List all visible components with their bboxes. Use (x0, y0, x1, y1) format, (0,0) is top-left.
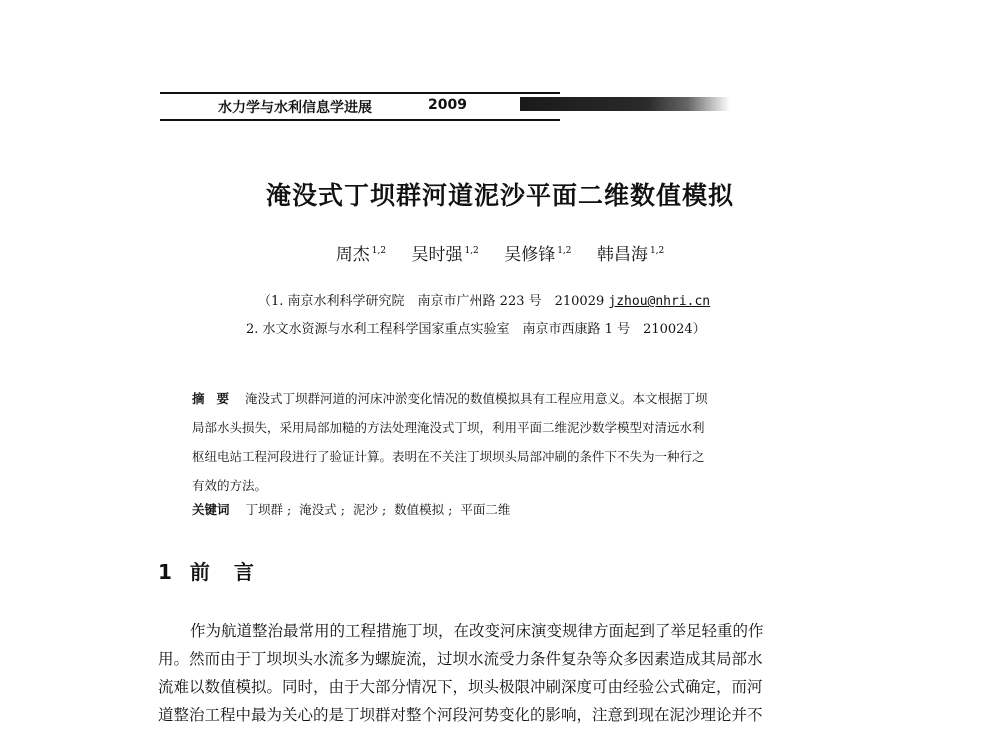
keyword: 数值模拟 (394, 502, 445, 517)
author-name: 吴修锋 (504, 245, 556, 265)
author-name: 周杰 (335, 245, 370, 265)
journal-name: 水力学与水利信息学进展 (218, 100, 372, 116)
header-top-rule (160, 92, 560, 94)
author (336, 240, 386, 265)
keyword: 淹没式 (299, 502, 337, 517)
abstract-line: 有效的方法。 (192, 478, 268, 493)
affiliation-2: 2. 水文水资源与水利工程科学国家重点实验室 南京市西康路 1 号 210024） (246, 322, 706, 337)
abstract-line (192, 384, 832, 413)
author-affiliation-mark: 1,2 (371, 246, 387, 256)
running-header (160, 92, 560, 122)
keyword: 泥沙 (352, 502, 378, 517)
author-affiliation-mark: 1,2 (464, 246, 479, 256)
author-affiliation-mark: 1,2 (557, 246, 572, 256)
affiliation-1 (258, 290, 710, 309)
author (597, 240, 664, 265)
abstract-label: 摘要 (192, 391, 242, 406)
header-bottom-rule (160, 119, 560, 121)
author-email: jzhou@nhri.cn (608, 294, 711, 309)
abstract-line: 局部水头损失，采用局部加糙的方法处理淹没式丁坝，利用平面二维泥沙数学模型对清远水利 (192, 420, 705, 435)
affiliation-1-text: （1. 南京水利科学研究院 南京市广州路 223 号 210029 (258, 294, 605, 309)
body-line: 用。然而由于丁坝坝头水流多为螺旋流，过坝水流受力条件复杂等众多因素造成其局部水 (158, 650, 763, 668)
section-number: 1 (158, 560, 172, 584)
journal-year: 2009 (428, 97, 467, 113)
body-line: 作为航道整治最常用的工程措施丁坝，在改变河床演变规律方面起到了举足轻重的作 (190, 622, 764, 640)
body-paragraph (158, 617, 858, 729)
author-affiliation-mark: 1,2 (649, 246, 665, 256)
section-heading (158, 556, 278, 585)
keyword: 平面二维 (460, 502, 511, 517)
abstract-text: 淹没式丁坝群河道的河床冲淤变化情况的数值模拟具有工程应用意义。本文根据丁坝 (245, 391, 708, 406)
abstract (192, 384, 832, 500)
keyword-separator: ; (448, 502, 453, 517)
section-title: 前言 (189, 560, 278, 584)
paper-title: 淹没式丁坝群河道泥沙平面二维数值模拟 (265, 181, 734, 210)
keyword-separator: ; (381, 502, 387, 517)
author (504, 240, 571, 265)
keyword-separator: ; (340, 502, 345, 517)
body-line: 道整治工程中最为关心的是丁坝群对整个河段河势变化的影响，注意到现在泥沙理论并不 (158, 706, 763, 724)
keywords (192, 500, 510, 518)
scan-artifact (520, 97, 730, 111)
keyword-separator: ; (287, 502, 292, 517)
author (411, 240, 478, 265)
keyword: 丁坝群 (245, 502, 284, 517)
author-list (0, 240, 1000, 265)
abstract-line: 枢纽电站工程河段进行了验证计算。表明在不关注丁坝坝头局部冲刷的条件下不失为一种行之 (192, 449, 705, 464)
author-name: 吴时强 (411, 245, 463, 265)
keywords-label: 关键词 (192, 502, 230, 517)
body-line: 流难以数值模拟。同时，由于大部分情况下，坝头极限冲刷深度可由经验公式确定，而河 (158, 678, 763, 696)
author-name: 韩昌海 (596, 245, 648, 265)
